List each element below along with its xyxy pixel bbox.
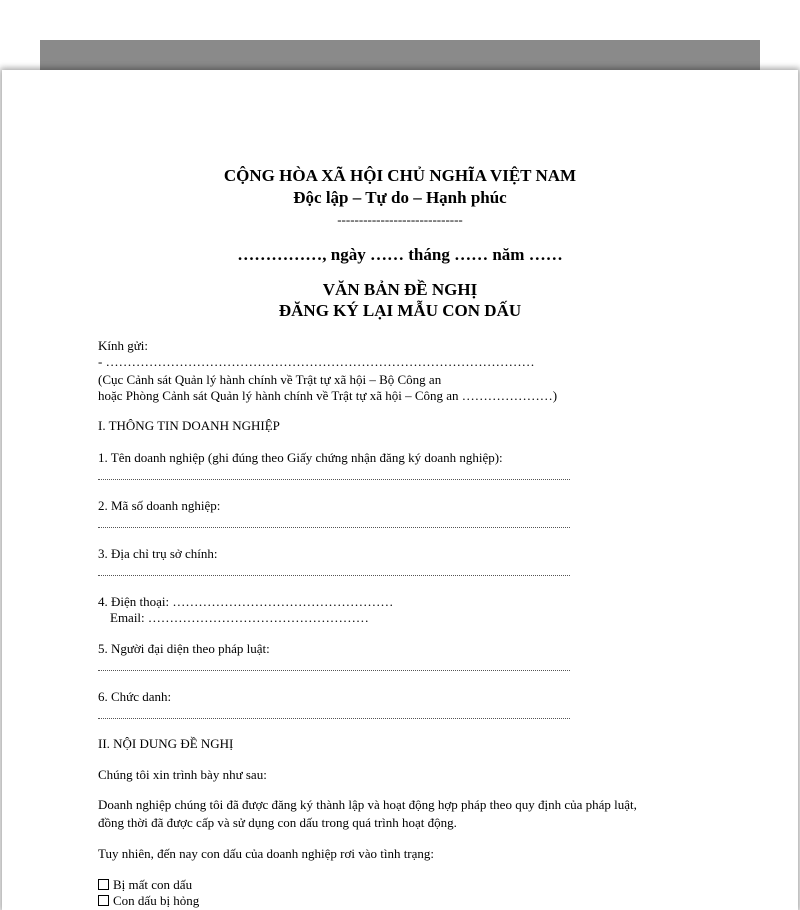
recipient-line: - ……………………………………………………………………………………… xyxy=(98,354,535,369)
field-company-name-label: 1. Tên doanh nghiệp (ghi đúng theo Giấy chứng nhận đăng ký doanh nghiệp): xyxy=(98,450,503,465)
option-lost-seal[interactable] xyxy=(98,877,192,893)
motto: Độc lập – Tự do – Hạnh phúc xyxy=(293,188,507,207)
recipient-note-line1: (Cục Cảnh sát Quản lý hành chính về Trật tự xã hội – Bộ Công an xyxy=(98,372,442,387)
field-tax-code-label: 2. Mã số doanh nghiệp: xyxy=(98,498,221,513)
recipient-label: Kính gửi: xyxy=(98,338,149,353)
option-lost-seal-label: Bị mất con dấu xyxy=(113,877,193,892)
section2-paragraph-line2: đồng thời đã được cấp và sử dụng con dấu trong quá trình hoạt động. xyxy=(98,815,457,830)
field-company-name-line xyxy=(98,479,570,480)
field-address-line xyxy=(98,575,570,576)
field-email: Email: …………………………………………… xyxy=(110,610,369,625)
document-title-line1: VĂN BẢN ĐỀ NGHỊ xyxy=(322,280,478,299)
checkbox-icon[interactable] xyxy=(98,895,109,906)
status-intro: Tuy nhiên, đến nay con dấu của doanh nghiệp rơi vào tình trạng: xyxy=(98,846,435,861)
section2-intro: Chúng tôi xin trình bày như sau: xyxy=(98,767,267,782)
field-legal-rep-line xyxy=(98,670,570,671)
checkbox-icon[interactable] xyxy=(98,879,109,890)
field-phone: 4. Điện thoại: …………………………………………… xyxy=(98,594,394,609)
option-damaged-seal[interactable] xyxy=(98,893,199,909)
header-rule: ----------------------------- xyxy=(337,212,463,227)
option-damaged-seal-label: Con dấu bị hỏng xyxy=(113,893,200,908)
recipient-note-line2: hoặc Phòng Cảnh sát Quản lý hành chính về Trật tự xã hội – Công an …………………) xyxy=(98,388,558,403)
section1-heading: I. THÔNG TIN DOANH NGHIỆP xyxy=(98,418,280,433)
field-position-label: 6. Chức danh: xyxy=(98,689,172,704)
field-address-label: 3. Địa chỉ trụ sở chính: xyxy=(98,546,218,561)
field-tax-code-line xyxy=(98,527,570,528)
national-title: CỘNG HÒA XÃ HỘI CHỦ NGHĨA VIỆT NAM xyxy=(223,166,577,185)
field-position-line xyxy=(98,718,570,719)
field-legal-rep-label: 5. Người đại diện theo pháp luật: xyxy=(98,641,270,656)
document-page xyxy=(2,70,798,910)
date-line: ……………, ngày …… tháng …… năm …… xyxy=(237,245,563,264)
section2-heading: II. NỘI DUNG ĐỀ NGHỊ xyxy=(98,736,234,751)
section2-paragraph-line1: Doanh nghiệp chúng tôi đã được đăng ký thành lập và hoạt động hợp pháp theo quy định của pháp luật, xyxy=(98,797,637,812)
document-title-line2: ĐĂNG KÝ LẠI MẪU CON DẤU xyxy=(278,301,522,320)
